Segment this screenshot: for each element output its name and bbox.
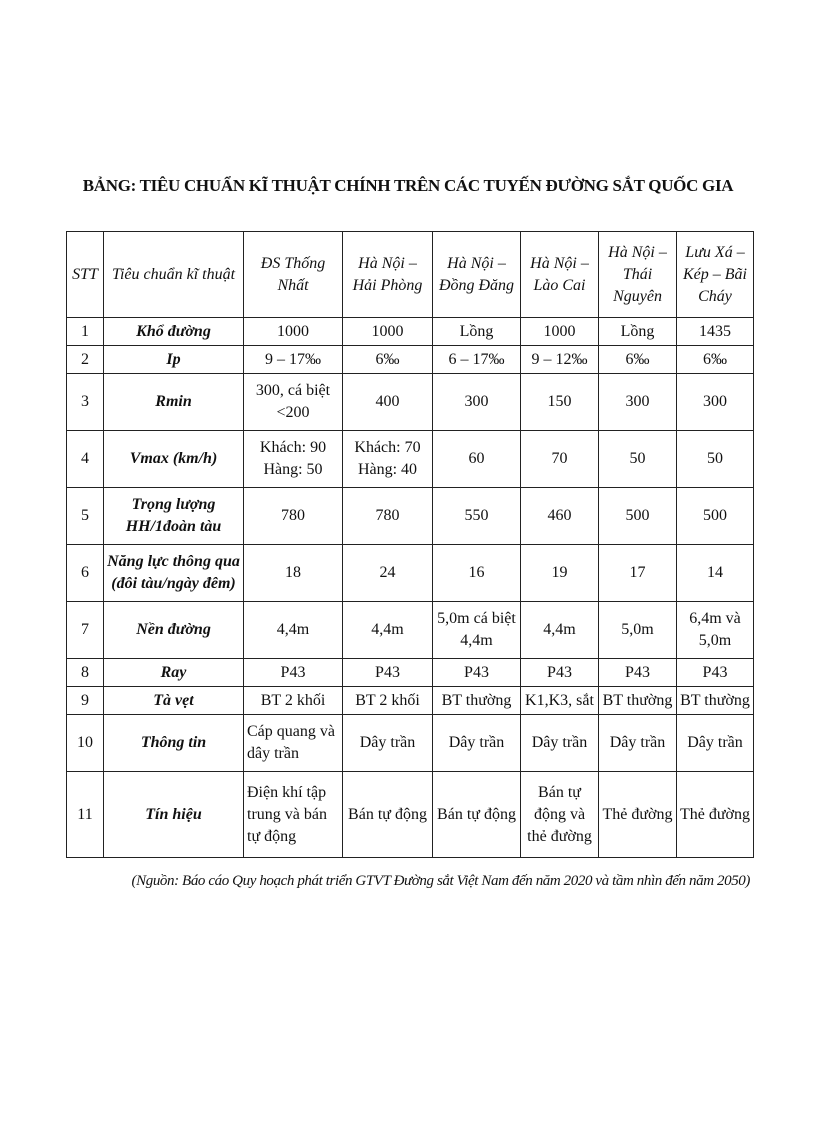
table-cell: Khách: 90 Hàng: 50: [244, 431, 343, 488]
table-cell: 2: [67, 346, 104, 374]
table-cell: 19: [521, 545, 599, 602]
column-header: STT: [67, 232, 104, 318]
column-header: Lưu Xá – Kép – Bãi Cháy: [677, 232, 754, 318]
table-row: [67, 431, 754, 488]
table-row: [67, 374, 754, 431]
table-cell: 1435: [677, 318, 754, 346]
table-cell: Thẻ đường: [677, 772, 754, 858]
column-header: Hà Nội – Thái Nguyên: [599, 232, 677, 318]
table-cell: P43: [244, 659, 343, 687]
table-cell: Ip: [104, 346, 244, 374]
table-cell: P43: [677, 659, 754, 687]
column-header: Hà Nội – Lào Cai: [521, 232, 599, 318]
table-cell: BT thường: [433, 687, 521, 715]
table-row: [67, 715, 754, 772]
table-cell: BT thường: [599, 687, 677, 715]
table-cell: 8: [67, 659, 104, 687]
table-cell: 4,4m: [521, 602, 599, 659]
table-cell: 500: [599, 488, 677, 545]
table-cell: 9 – 12‰: [521, 346, 599, 374]
table-cell: 400: [343, 374, 433, 431]
table-cell: 24: [343, 545, 433, 602]
table-row: [67, 346, 754, 374]
table-cell: Bán tự động: [343, 772, 433, 858]
table-cell: 9 – 17‰: [244, 346, 343, 374]
table-cell: 4: [67, 431, 104, 488]
table-row: [67, 488, 754, 545]
table-cell: 4,4m: [343, 602, 433, 659]
header-row: [67, 232, 754, 318]
table-cell: 60: [433, 431, 521, 488]
table-cell: 7: [67, 602, 104, 659]
table-cell: 300: [433, 374, 521, 431]
table-cell: BT thường: [677, 687, 754, 715]
source-note: (Nguồn: Báo cáo Quy hoạch phát triển GTVT Đường sắt Việt Nam đến năm 2020 và tầm nhìn đến năm 2050): [131, 873, 750, 889]
table-cell: 6‰: [599, 346, 677, 374]
table-cell: 1000: [244, 318, 343, 346]
table-cell: 780: [343, 488, 433, 545]
table-cell: 550: [433, 488, 521, 545]
table-cell: Năng lực thông qua (đôi tàu/ngày đêm): [104, 545, 244, 602]
table-cell: Cáp quang và dây trần: [244, 715, 343, 772]
table-cell: Lồng: [433, 318, 521, 346]
table-cell: 6‰: [343, 346, 433, 374]
table-cell: 4,4m: [244, 602, 343, 659]
table-cell: Dây trần: [343, 715, 433, 772]
table-cell: 9: [67, 687, 104, 715]
table-title: BẢNG: TIÊU CHUẨN KĨ THUẬT CHÍNH TRÊN CÁC TUYẾN ĐƯỜNG SẮT QUỐC GIA: [82, 176, 734, 195]
table-cell: Tín hiệu: [104, 772, 244, 858]
table-cell: Bán tự động: [433, 772, 521, 858]
table-cell: K1,K3, sắt: [521, 687, 599, 715]
spec-table: [66, 231, 754, 858]
table-cell: 17: [599, 545, 677, 602]
column-header: Hà Nội – Hải Phòng: [343, 232, 433, 318]
column-header: Tiêu chuẩn kĩ thuật: [104, 232, 244, 318]
table-cell: 6: [67, 545, 104, 602]
table-cell: 6 – 17‰: [433, 346, 521, 374]
table-cell: Điện khí tập trung và bán tự động: [244, 772, 343, 858]
table-cell: P43: [343, 659, 433, 687]
table-cell: 50: [677, 431, 754, 488]
table-cell: 780: [244, 488, 343, 545]
table-cell: 300, cá biệt <200: [244, 374, 343, 431]
table-cell: Trọng lượng HH/1đoàn tàu: [104, 488, 244, 545]
table-cell: Dây trần: [677, 715, 754, 772]
table-cell: 10: [67, 715, 104, 772]
table-cell: 18: [244, 545, 343, 602]
table-cell: Dây trần: [599, 715, 677, 772]
table-cell: 14: [677, 545, 754, 602]
table-cell: 300: [599, 374, 677, 431]
table-cell: 460: [521, 488, 599, 545]
table-row: [67, 602, 754, 659]
table-cell: Vmax (km/h): [104, 431, 244, 488]
table-cell: Rmin: [104, 374, 244, 431]
table-cell: Thẻ đường: [599, 772, 677, 858]
table-cell: Thông tin: [104, 715, 244, 772]
table-cell: 70: [521, 431, 599, 488]
table-cell: BT 2 khối: [343, 687, 433, 715]
table-cell: 5,0m: [599, 602, 677, 659]
table-cell: Bán tự động và thẻ đường: [521, 772, 599, 858]
table-cell: Ray: [104, 659, 244, 687]
table-cell: 6,4m và 5,0m: [677, 602, 754, 659]
table-cell: 5: [67, 488, 104, 545]
table-cell: 11: [67, 772, 104, 858]
table-cell: P43: [599, 659, 677, 687]
table-row: [67, 687, 754, 715]
table-cell: 1000: [521, 318, 599, 346]
table-cell: Lồng: [599, 318, 677, 346]
table-cell: Nền đường: [104, 602, 244, 659]
table-cell: 50: [599, 431, 677, 488]
table-cell: Khổ đường: [104, 318, 244, 346]
table-cell: 6‰: [677, 346, 754, 374]
column-header: ĐS Thống Nhất: [244, 232, 343, 318]
column-header: Hà Nội – Đồng Đăng: [433, 232, 521, 318]
table-cell: 16: [433, 545, 521, 602]
table-cell: 5,0m cá biệt 4,4m: [433, 602, 521, 659]
table-cell: 3: [67, 374, 104, 431]
table-cell: 1: [67, 318, 104, 346]
table-cell: 300: [677, 374, 754, 431]
table-cell: P43: [433, 659, 521, 687]
table-row: [67, 318, 754, 346]
table-cell: 150: [521, 374, 599, 431]
table-cell: P43: [521, 659, 599, 687]
table-row: [67, 772, 754, 858]
table-cell: Dây trần: [433, 715, 521, 772]
table-cell: BT 2 khối: [244, 687, 343, 715]
table-row: [67, 659, 754, 687]
table-cell: Tà vẹt: [104, 687, 244, 715]
table-cell: 500: [677, 488, 754, 545]
table-cell: Dây trần: [521, 715, 599, 772]
table-cell: 1000: [343, 318, 433, 346]
table-cell: Khách: 70 Hàng: 40: [343, 431, 433, 488]
table-row: [67, 545, 754, 602]
